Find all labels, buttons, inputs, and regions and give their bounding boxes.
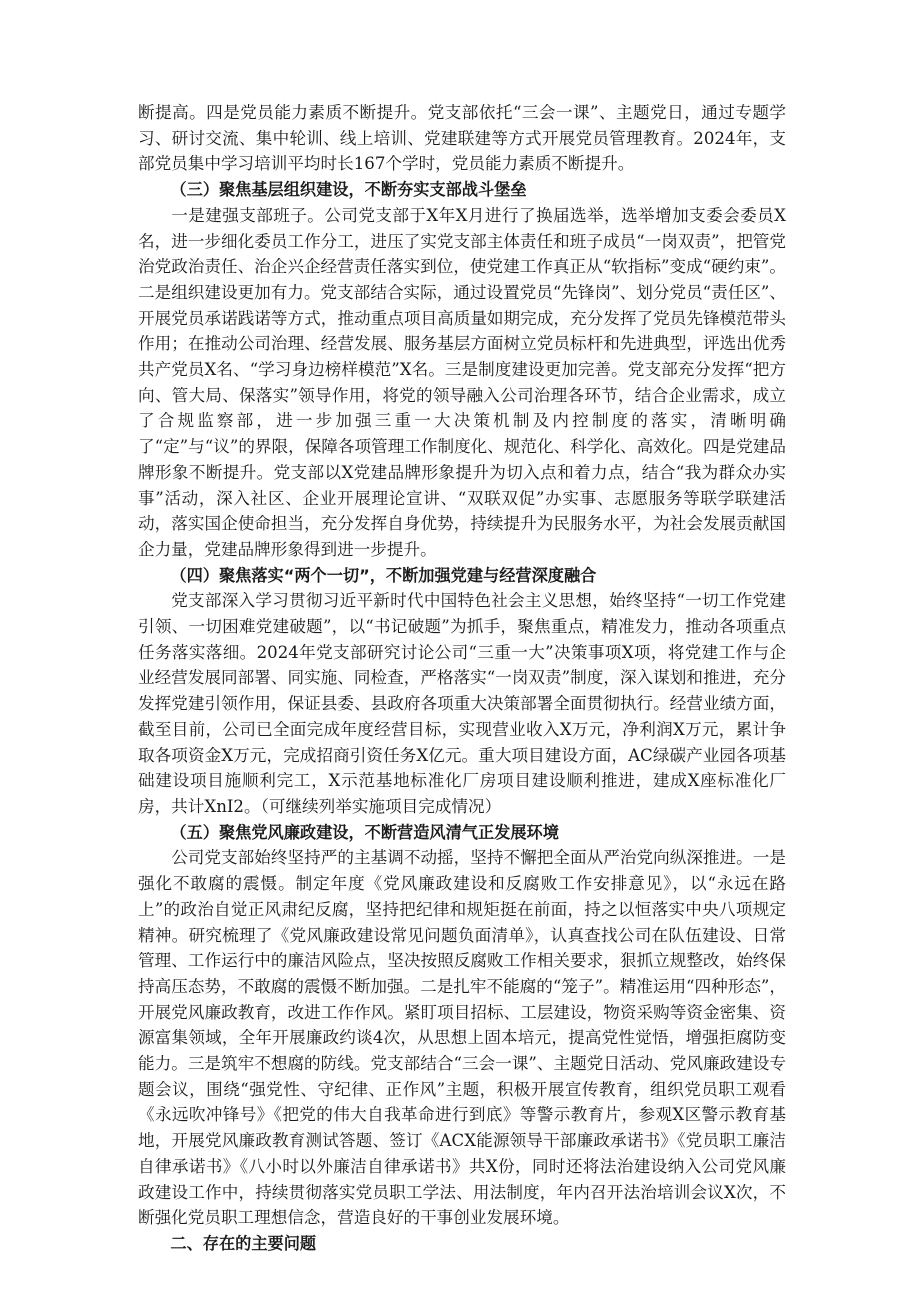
paragraph-4: 党支部深入学习贯彻习近平新时代中国特色社会主义思想，始终坚持“一切工作党建引领、一切困难党建破题”，以“书记破题”为抓手，聚焦重点，精准发力，推动各项重点任务落实落细。2024年党支部研究讨论公司“三重一大”决策事项X项，将党建工作与企业经营发展同部署、同实施、同检查，严格落实“一岗双责”制度，深入谋划和推进，充分发挥党建引领作用，保证县委、县政府各项重大决策部署全面贯彻执行。经营业绩方面，截至目前，公司已全面完成年度经营目标，实现营业收入X万元，净利润X万元，累计争取各项资金X万元，完成招商引资任务X亿元。重大项目建设方面，AC绿碳产业园各项基础建设项目施顺利完工，X示范基地标准化厂房项目建设顺利推进，建成X座标准化厂房，共计XnI2。（可继续列举实施项目完成情况） [138,591,786,816]
document-page [138,100,786,1257]
paragraph-5: 公司党支部始终坚持严的主基调不动摇，坚持不懈把全面从严治党向纵深推进。一是强化不敢腐的震慑。制定年度《党风廉政建设和反腐败工作安排意见》，以“永远在路上”的政治自觉正风肃纪反腐，坚持把纪律和规矩挺在前面，持之以恒落实中央八项规定精神。研究梳理了《党风廉政建设常见问题负面清单》，认真查找公司在队伍建设、日常管理、工作运行中的廉洁风险点，坚决按照反腐败工作相关要求，狠抓立规整改，始终保持高压态势，不敢腐的震慑不断加强。二是扎牢不能腐的“笼子”。精准运用“四种形态”，开展党风廉政教育，改进工作作风。紧盯项目招标、工层建设，物资采购等资金密集、资源富集领域，全年开展廉政约谈4次，从思想上固本培元，提高党性觉悟，增强拒腐防变能力。三是筑牢不想腐的防线。党支部结合“三会一课”、主题党日活动、党风廉政建设专题会议，围绕“强党性、守纪律、正作风”主题，积极开展宣传教育，组织党员职工观看《永远吹冲锋号》《把党的伟大自我革命进行到底》等警示教育片，参观X区警示教育基地，开展党风廉政教育测试答题、签订《ACX能源领导干部廉政承诺书》《党员职工廉洁自律承诺书》《八小时以外廉洁自律承诺书》共X份，同时还将法治建设纳入公司党风廉政建设工作中，持续贯彻落实党员职工学法、用法制度，年内召开法治培训会议X次，不断强化党员职工理想信念，营造良好的干事创业发展环境。 [138,848,786,1228]
paragraph-3: 一是建强支部班子。公司党支部于X年X月进行了换届选举，选举增加支委会委员X名，进一步细化委员工作分工，进压了实党支部主体责任和班子成员“一岗双责”，把管党治党政治责任、治企兴企经营责任落实到位，使党建工作真正从“软指标”变成“硬约束”。二是组织建设更加有力。党支部结合实际，通过设置党员“先锋岗”、划分党员“责任区”、开展党员承诺践诺等方式，推动重点项目高质量如期完成，充分发挥了党员先锋模范带头作用；在推动公司治理、经营发展、服务基层方面树立党员标杆和先进典型，评选出优秀共产党员X名、“学习身边榜样模范”X名。三是制度建设更加完善。党支部充分发挥“把方向、管大局、保落实”领导作用，将党的领导融入公司治理各环节，结合企业需求，成立了合规监察部，进一步加强三重一大决策机制及内控制度的落实，清晰明确了“定”与“议”的界限，保障各项管理工作制度化、规范化、科学化、高效化。四是党建品牌形象不断提升。党支部以X党建品牌形象提升为切入点和着力点，结合“我为群众办实事”活动，深入社区、企业开展理论宣讲、“双联双促”办实事、志愿服务等联学联建活动，落实国企使命担当，充分发挥自身优势，持续提升为民服务水平，为社会发展贡献国企力量，党建品牌形象得到进一步提升。 [138,205,786,559]
section-heading-4: （四）聚焦落实“两个一切”，不断加强党建与经营深度融合 [170,565,597,585]
section-heading-3: （三）聚焦基层组织建设，不断夯实支部战斗堡垒 [170,180,527,200]
paragraph-continuation: 断提高。四是党员能力素质不断提升。党支部依托“三会一课”、主题党日，通过专题学习、研讨交流、集中轮训、线上培训、党建联建等方式开展党员管理教育。2024年，支部党员集中学习培训平均时长167个学时，党员能力素质不断提升。 [138,103,786,174]
section-heading-5: （五）聚焦党风廉政建设，不断营造风清气正发展环境 [170,822,559,842]
chapter-heading-2: 二、存在的主要问题 [170,1233,317,1253]
